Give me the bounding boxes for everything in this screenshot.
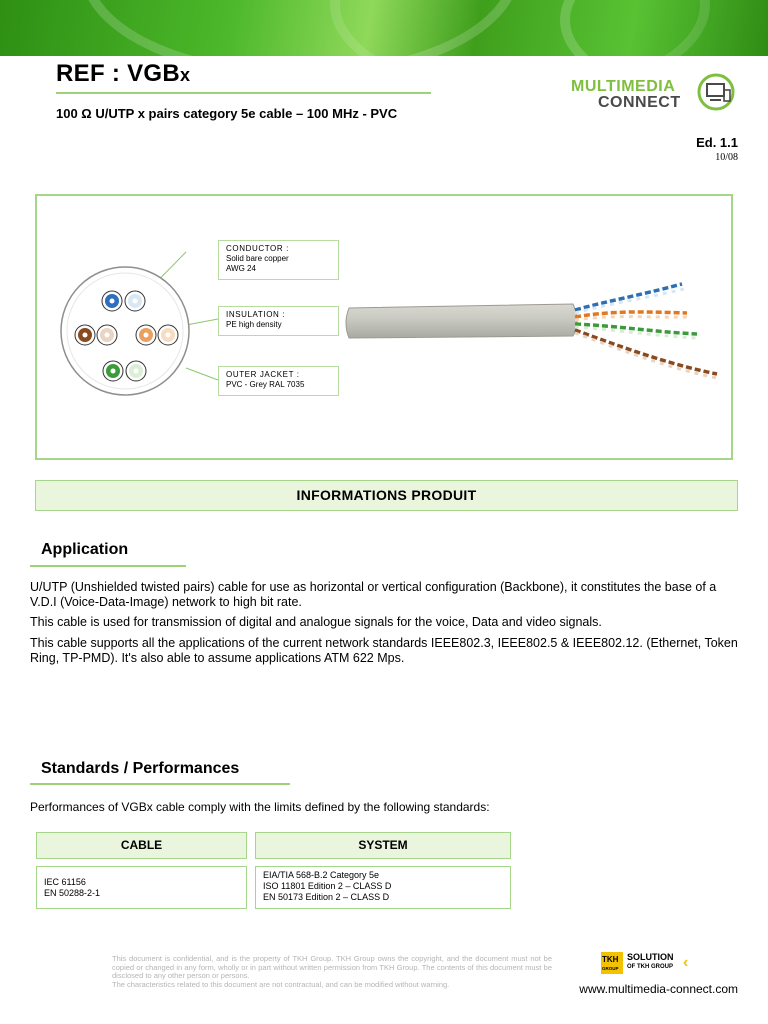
application-heading-underline <box>30 565 186 567</box>
standards-heading-underline <box>30 783 290 785</box>
edition-date: 10/08 <box>715 152 738 163</box>
chevron-left-icon: ‹ <box>683 954 689 971</box>
standards-intro: Performances of VGBx cable comply with the limits defined by the following standards: <box>30 800 490 814</box>
application-paragraph-3: This cable supports all the applications of the current network standards IEEE802.3, IEEE802.5 & IEEE802.12. (Ethernet, Token Ring, TP-PMD). It's also able to assume applications ATM 622 Mps. <box>30 636 738 665</box>
system-standards-cell <box>255 866 511 909</box>
multimedia-connect-logo: MULTIMEDIA CONNECT <box>568 70 738 122</box>
application-heading: Application <box>41 541 129 558</box>
cable-diagram <box>35 194 733 460</box>
application-paragraph-2: This cable is used for transmission of digital and analogue signals for the voice, Data and video signals. <box>30 615 602 629</box>
title-underline <box>56 92 431 94</box>
system-standard-item: ISO 11801 Edition 2 – CLASS D <box>263 881 392 891</box>
cable-standards-cell <box>36 866 247 909</box>
edition-label: Ed. 1.1 <box>696 135 738 150</box>
header-banner <box>0 0 768 56</box>
application-paragraph-1: U/UTP (Unshielded twisted pairs) cable for use as horizontal or vertical configuration (Backbone), it constitutes the base of a V.D.I (Voice-Data-Image) network to high bit rate. <box>30 580 717 609</box>
confidentiality-disclaimer: This document is confidential, and is the property of TKH Group. TKH Group owns the copyright, and the document must not be copied or changed in any form, wholly or in part without written permission from TKH Group. The contents of this document must be disclosed to any other person or persons. The characteristics related to this document are not contractual, and can be modified without warning. <box>112 954 552 989</box>
computer-icon <box>696 72 738 114</box>
tkh-mark: TKH GROUP <box>601 952 623 974</box>
product-reference-title: REF : VGBx <box>56 60 191 87</box>
insulation-callout: INSULATION : PE high density <box>218 306 339 336</box>
outer-jacket-callout: OUTER JACKET : PVC - Grey RAL 7035 <box>218 366 339 396</box>
cable-standard-item: EN 50288-2-1 <box>44 888 101 898</box>
cable-illustration <box>37 196 731 458</box>
tkh-solution-logo: TKH GROUP SOLUTION OF TKH GROUP ‹ <box>601 952 696 976</box>
system-standard-item: EN 50173 Edition 2 – CLASS D <box>263 892 390 902</box>
website-link[interactable]: www.multimedia-connect.com <box>579 982 738 996</box>
system-column-header: SYSTEM <box>255 832 511 859</box>
standards-heading: Standards / Performances <box>41 760 240 777</box>
conductor-callout: CONDUCTOR : Solid bare copper AWG 24 <box>218 240 339 280</box>
cable-column-header: CABLE <box>36 832 247 859</box>
cable-standard-item: IEC 61156 <box>44 877 86 887</box>
product-subtitle: 100 Ω U/UTP x pairs category 5e cable – 100 MHz - PVC <box>56 106 398 121</box>
system-standard-item: EIA/TIA 568-B.2 Category 5e <box>263 870 380 880</box>
informations-produit-banner: INFORMATIONS PRODUIT <box>35 480 738 511</box>
